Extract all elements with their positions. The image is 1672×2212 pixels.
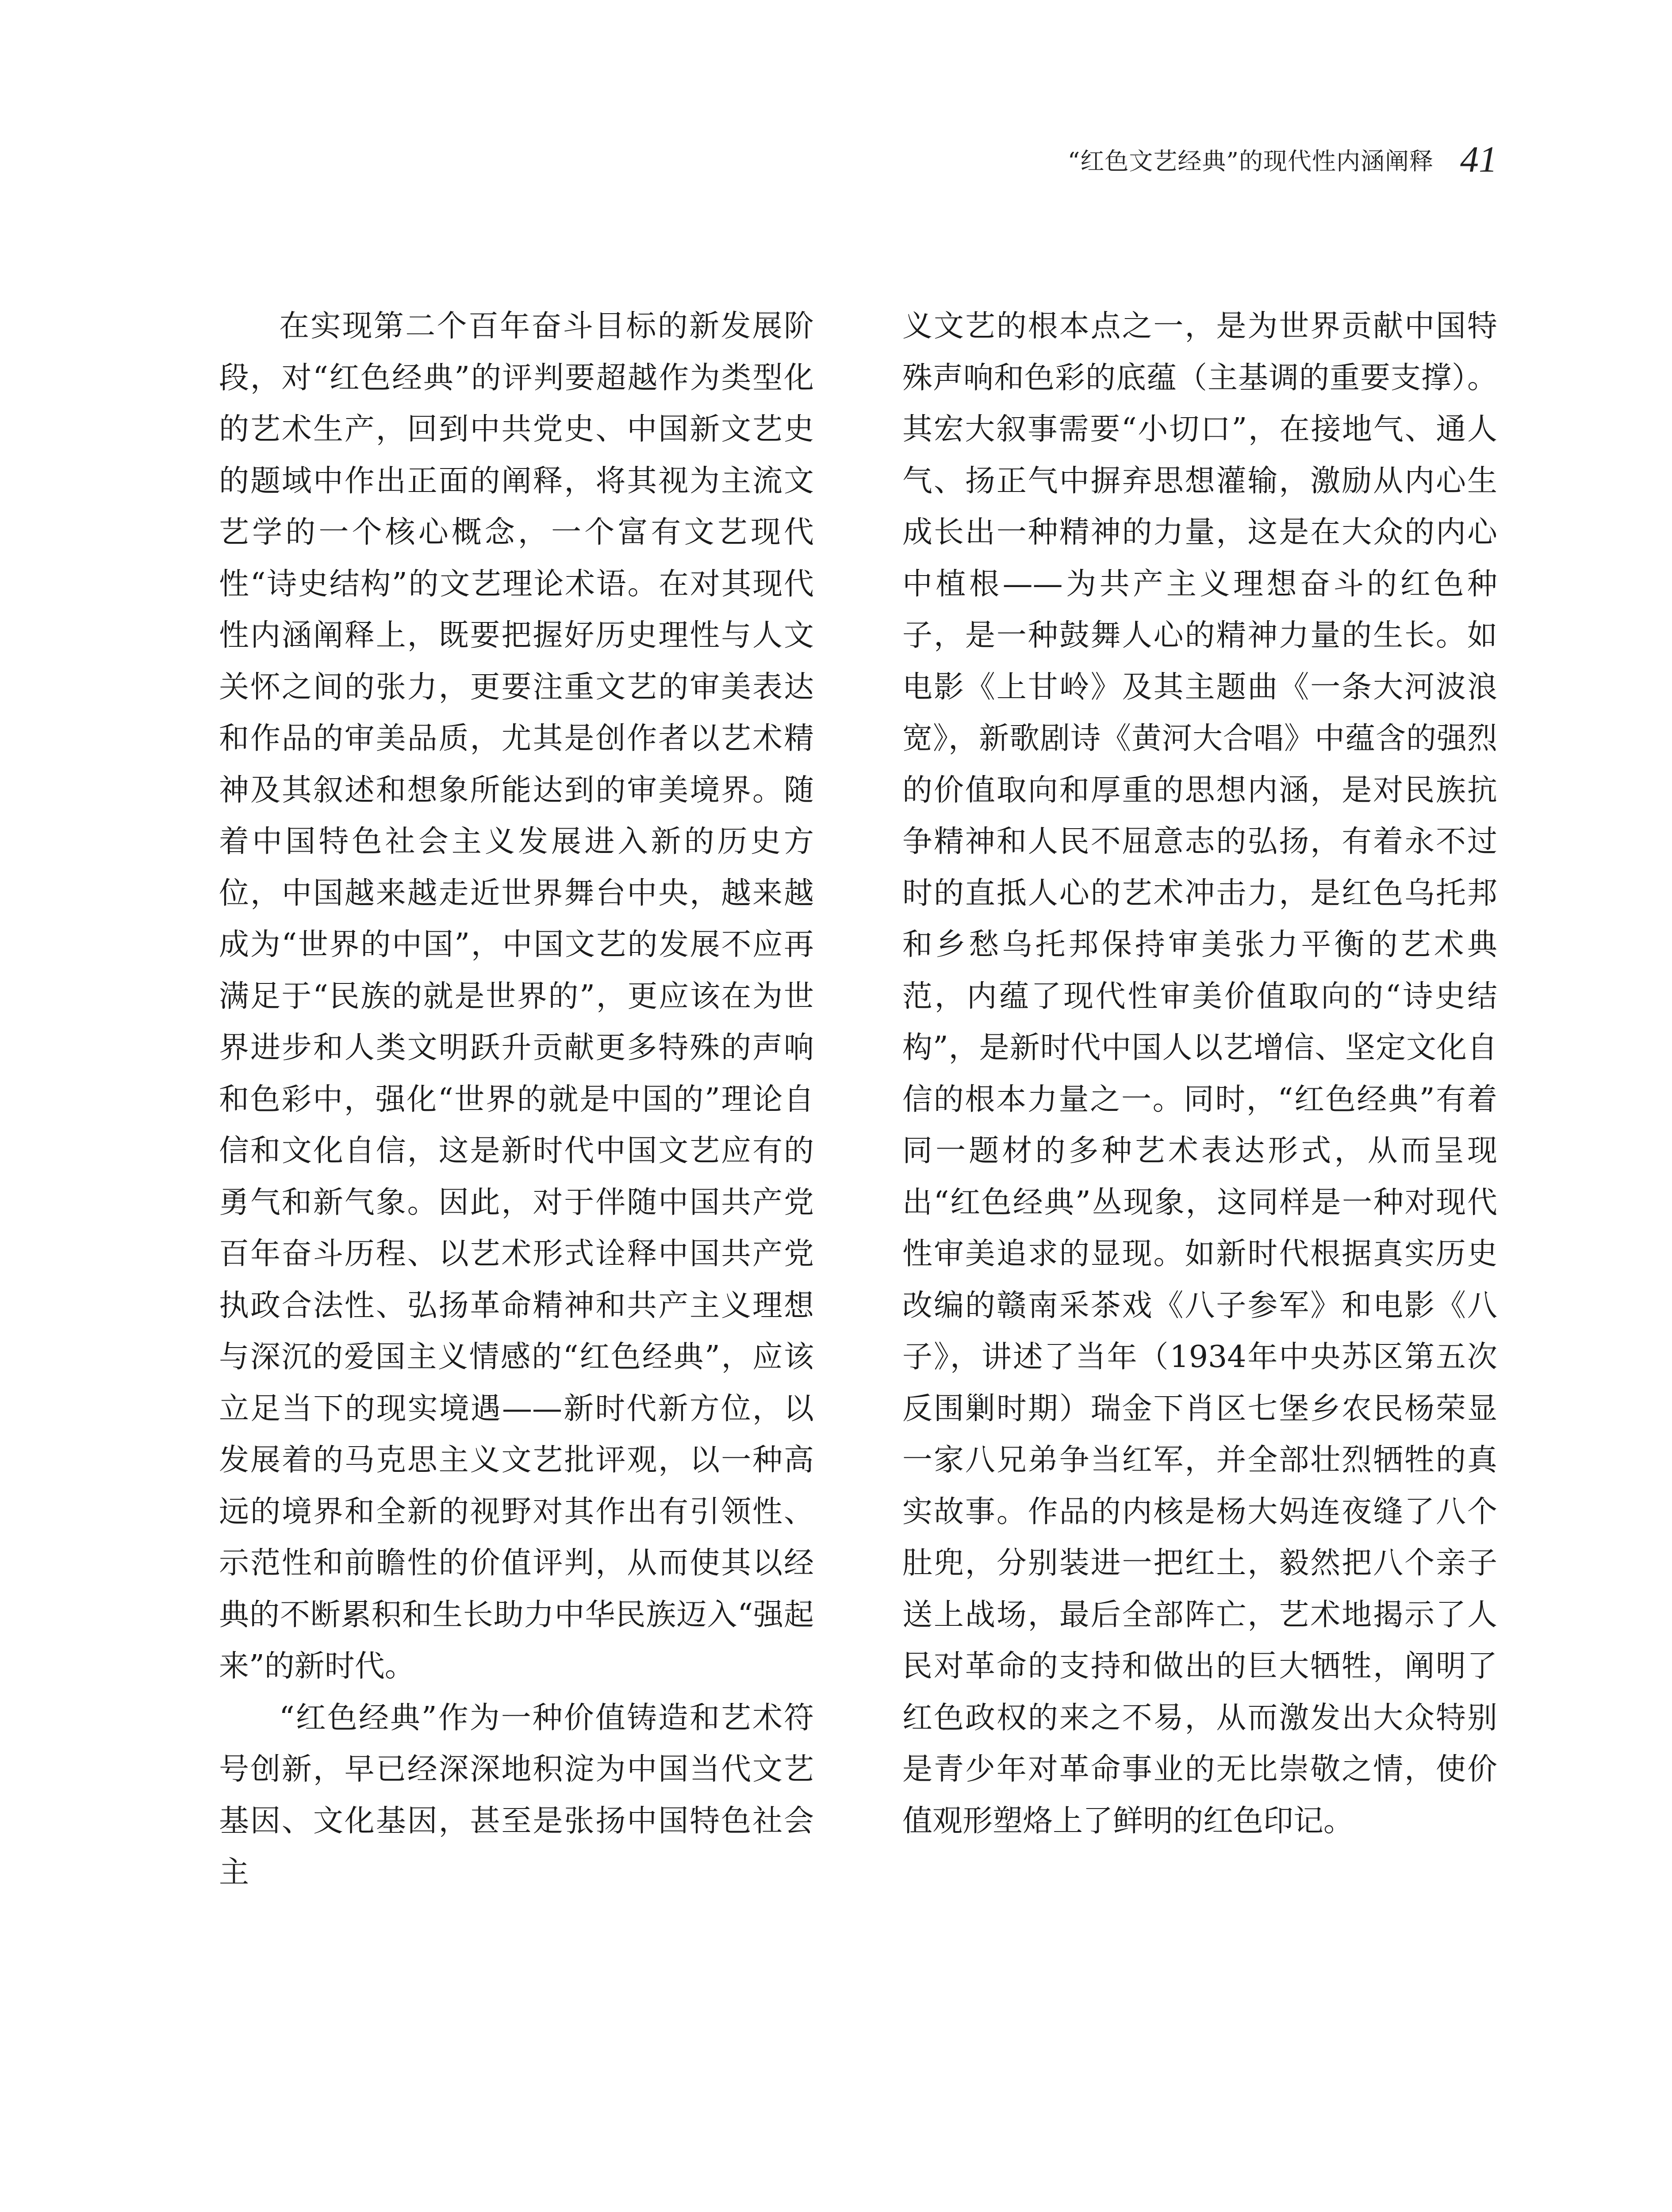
left-column bbox=[219, 301, 814, 1899]
body-paragraph: 在实现第二个百年奋斗目标的新发展阶段，对“红色经典”的评判要超越作为类型化的艺术生产，回到中共党史、中国新文艺史的题域中作出正面的阐释，将其视为主流文艺学的一个核心概念，一个富有文艺现代性“诗史结构”的文艺理论术语。在对其现代性内涵阐释上，既要把握好历史理性与人文关怀之间的张力，更要注重文艺的审美表达和作品的审美品质，尤其是创作者以艺术精神及其叙述和想象所能达到的审美境界。随着中国特色社会主义发展进入新的历史方位，中国越来越走近世界舞台中央，越来越成为“世界的中国”，中国文艺的发展不应再满足于“民族的就是世界的”，更应该在为世界进步和人类文明跃升贡献更多特殊的声响和色彩中，强化“世界的就是中国的”理论自信和文化自信，这是新时代中国文艺应有的勇气和新气象。因此，对于伴随中国共产党百年奋斗历程、以艺术形式诠释中国共产党执政合法性、弘扬革命精神和共产主义理想与深沉的爱国主义情感的“红色经典”，应该立足当下的现实境遇——新时代新方位，以发展着的马克思主义文艺批评观，以一种高远的境界和全新的视野对其作出有引领性、示范性和前瞻性的价值评判，从而使其以经典的不断累积和生长助力中华民族迈入“强起来”的新时代。 bbox=[219, 309, 814, 1684]
running-title: “红色文艺经典”的现代性内涵阐释 bbox=[1067, 147, 1434, 175]
body-paragraph: “红色经典”作为一种价值铸造和艺术符号创新，早已经深深地积淀为中国当代文艺基因、文化基因，甚至是张扬中国特色社会主 bbox=[219, 1700, 814, 1890]
right-column bbox=[902, 301, 1497, 1847]
page-number: 41 bbox=[1460, 138, 1497, 180]
body-paragraph-continued: 义文艺的根本点之一，是为世界贡献中国特殊声响和色彩的底蕴（主基调的重要支撑）。其宏大叙事需要“小切口”，在接地气、通人气、扬正气中摒弃思想灌输，激励从内心生成长出一种精神的力量，这是在大众的内心中植根——为共产主义理想奋斗的红色种子，是一种鼓舞人心的精神力量的生长。如电影《上甘岭》及其主题曲《一条大河波浪宽》，新歌剧诗《黄河大合唱》中蕴含的强烈的价值取向和厚重的思想内涵，是对民族抗争精神和人民不屈意志的弘扬，有着永不过时的直抵人心的艺术冲击力，是红色乌托邦和乡愁乌托邦保持审美张力平衡的艺术典范，内蕴了现代性审美价值取向的“诗史结构”，是新时代中国人以艺增信、坚定文化自信的根本力量之一。同时，“红色经典”有着同一题材的多种艺术表达形式，从而呈现出“红色经典”丛现象，这同样是一种对现代性审美追求的显现。如新时代根据真实历史改编的赣南采茶戏《八子参军》和电影《八子》，讲述了当年（1934年中央苏区第五次反围剿时期）瑞金下肖区七堡乡农民杨荣显一家八兄弟争当红军，并全部壮烈牺牲的真实故事。作品的内核是杨大妈连夜缝了八个肚兜，分别装进一把红土，毅然把八个亲子送上战场，最后全部阵亡，艺术地揭示了人民对革命的支持和做出的巨大牺牲，阐明了红色政权的来之不易，从而激发出大众特别是青少年对革命事业的无比崇敬之情，使价值观形塑烙上了鲜明的红色印记。 bbox=[902, 309, 1497, 1839]
running-header bbox=[1068, 133, 1497, 186]
